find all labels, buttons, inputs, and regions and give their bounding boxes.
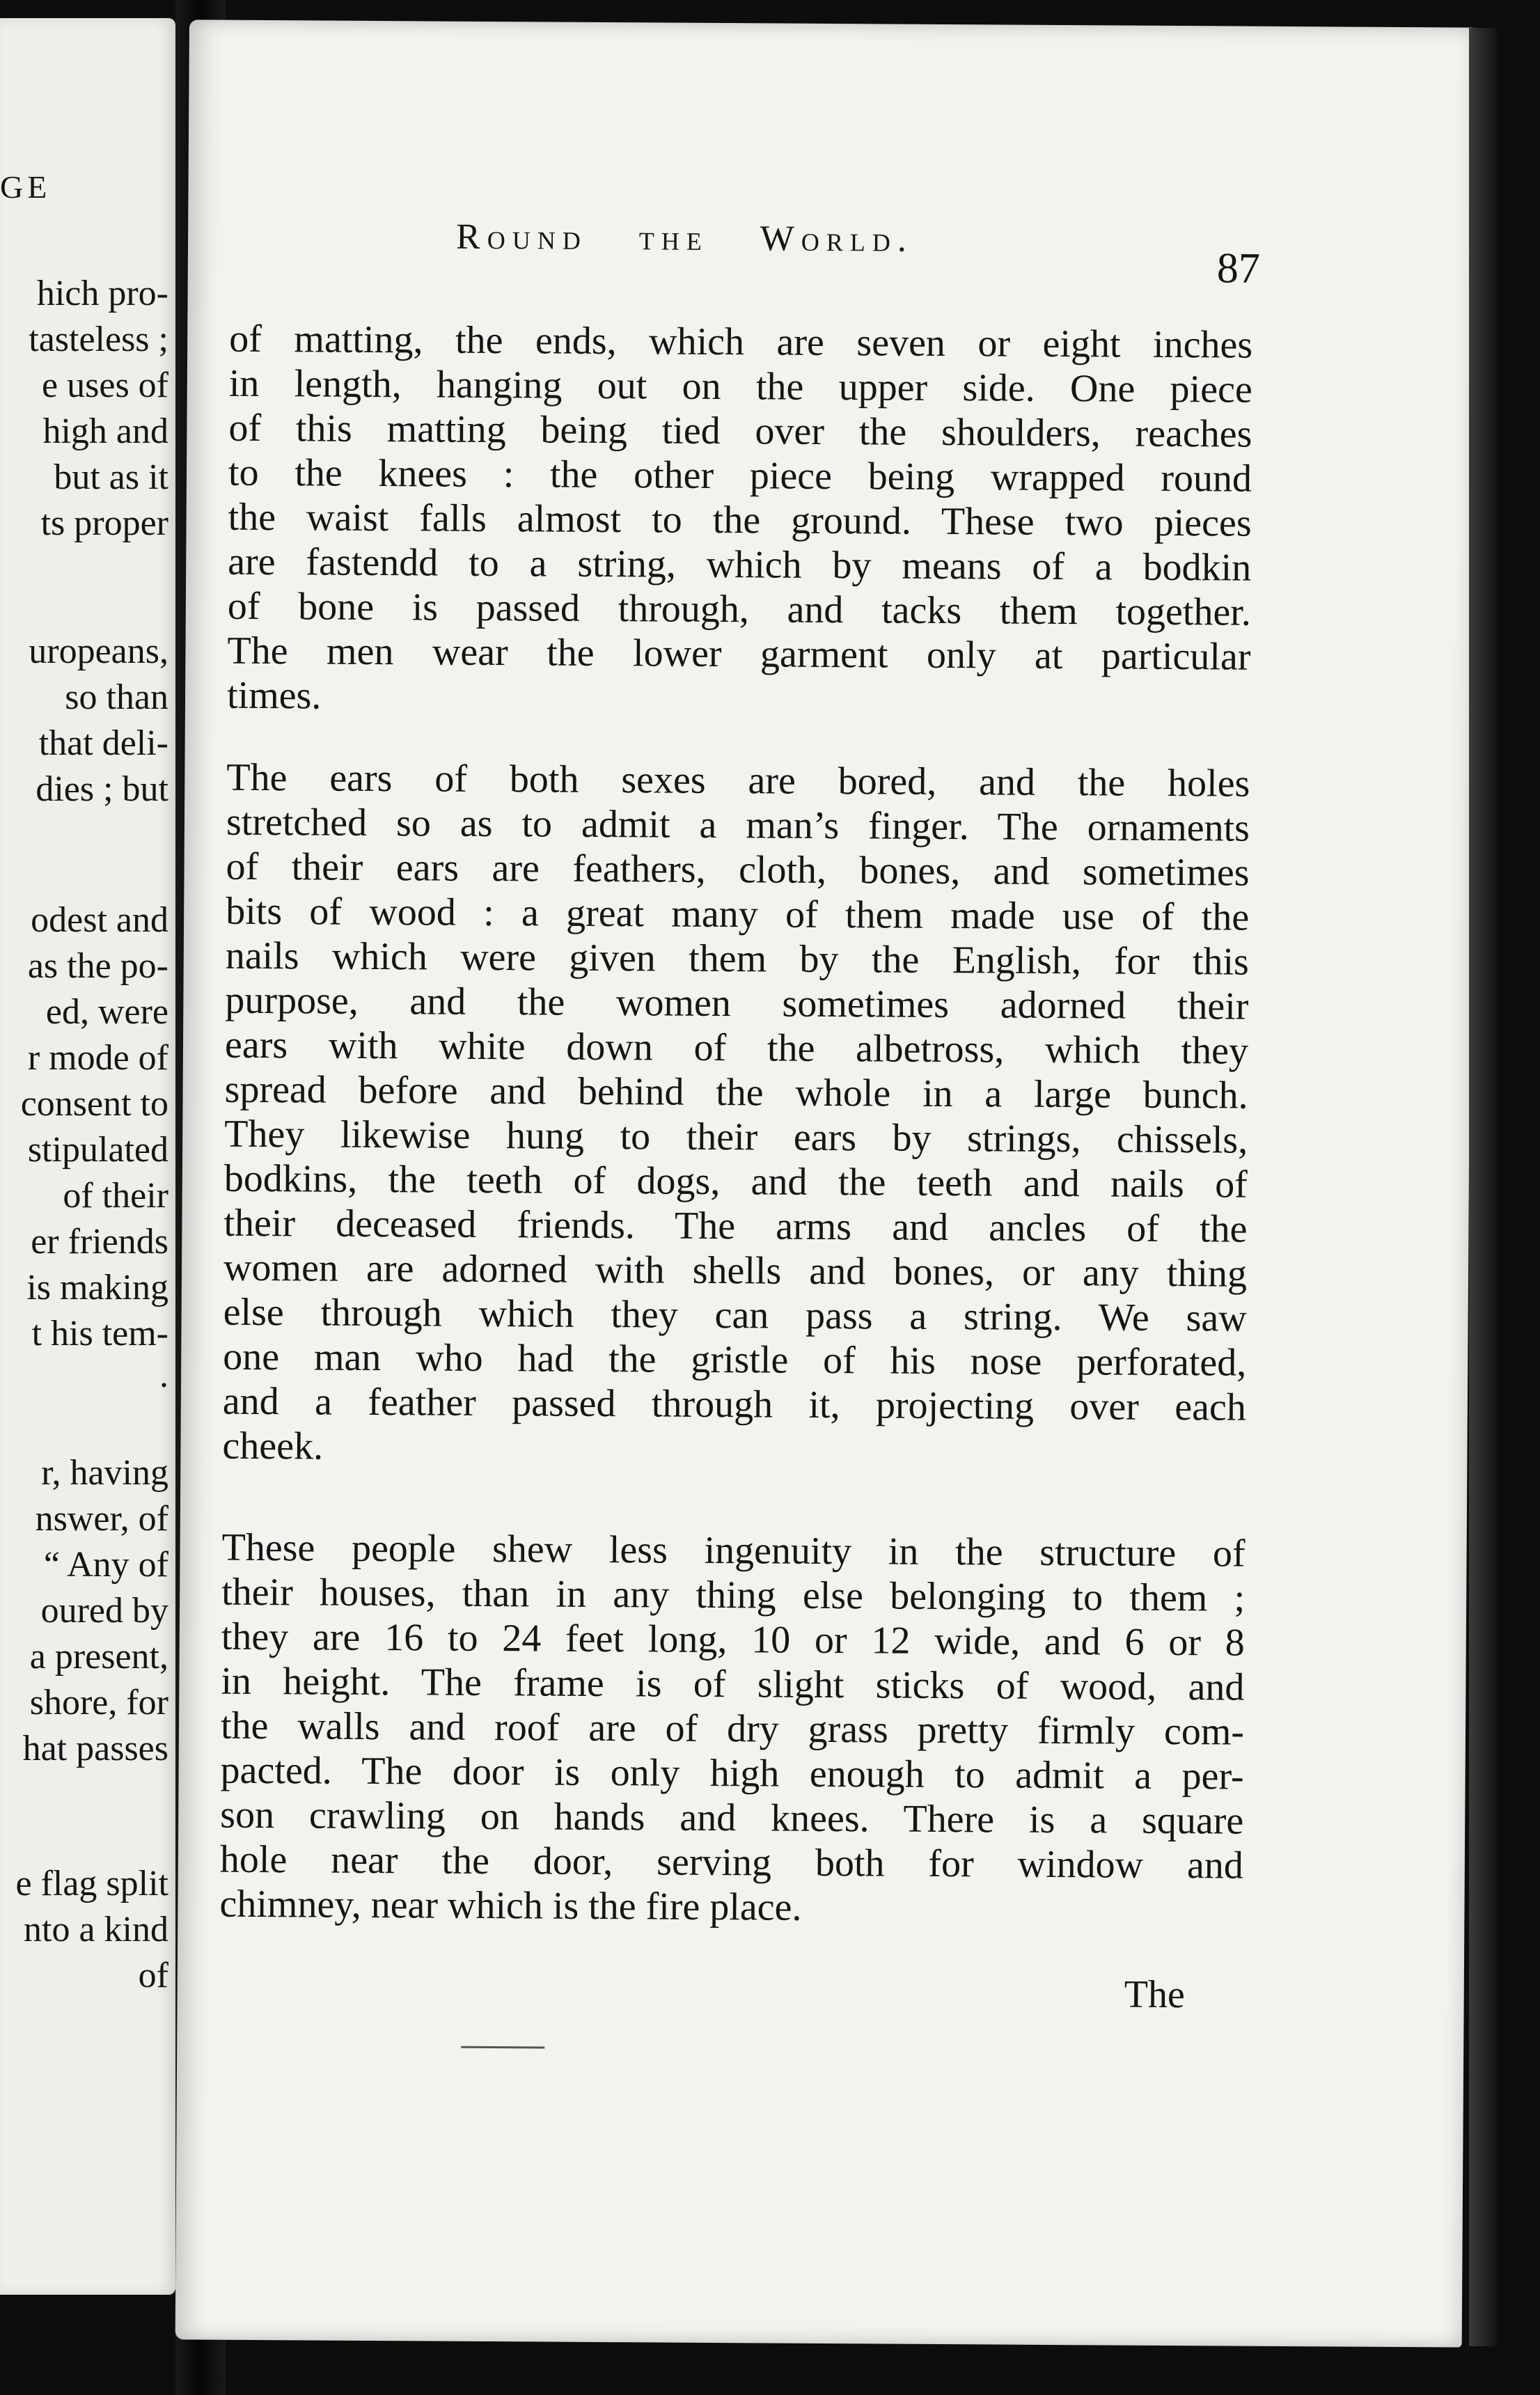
left-page-line: a present,	[29, 1637, 168, 1676]
left-page-line: odest and	[31, 900, 168, 940]
text-line: of this matting being tied over the shoulders, reaches	[228, 406, 1252, 456]
text-line: bodkins, the teeth of dogs, and the teeth and nails of	[223, 1156, 1248, 1207]
running-head-word-2: the	[638, 218, 709, 258]
text-line: the waist falls almost to the ground. These two pieces	[228, 495, 1252, 545]
text-line: purpose, and the women sometimes adorned their	[225, 978, 1249, 1028]
text-line: and a feather passed through it, projecting over each	[222, 1379, 1247, 1429]
text-line: pacted. The door is only high enough to admit a per-	[220, 1748, 1244, 1798]
paragraph	[227, 317, 1252, 724]
text-line: one man who had the gristle of his nose perforated,	[223, 1335, 1247, 1385]
left-page-line: .	[159, 1356, 168, 1395]
text-line: else through which they can pass a string. We saw	[223, 1290, 1247, 1340]
text-line: nails which were given them by the English, for this	[225, 934, 1249, 984]
text-line: of matting, the ends, which are seven or eight inches	[229, 317, 1253, 367]
left-page-line: hich pro-	[36, 274, 168, 313]
text-line: The men wear the lower garment only at particular	[227, 629, 1251, 679]
text-line: stretched so as to admit a man’s finger. The ornaments	[226, 800, 1250, 850]
page-number: 87	[1216, 244, 1261, 292]
running-head-word-1: Round	[455, 217, 588, 258]
left-page-line: high and	[42, 411, 168, 451]
left-page-line: t his tem-	[31, 1314, 168, 1353]
running-head-word-3: World.	[760, 219, 914, 260]
text-line: hole near the door, serving both for window and	[219, 1837, 1244, 1887]
text-line: are fastendd to a string, which by means of a bodkin	[228, 540, 1252, 590]
text-line: son crawling on hands and knees. There is a square	[220, 1793, 1244, 1843]
left-page-line: stipulated	[27, 1130, 168, 1170]
text-line: in height. The frame is of slight sticks of wood, and	[221, 1659, 1245, 1709]
text-line: These people shew less ingenuity in the structure of	[221, 1525, 1246, 1576]
text-line: times.	[226, 673, 322, 718]
paragraph	[222, 755, 1250, 1475]
text-line: The ears of both sexes are bored, and the holes	[226, 755, 1250, 806]
left-page-line: but as it	[54, 457, 168, 497]
text-line: chimney, near which is the fire place.	[219, 1882, 802, 1929]
left-page-line: “ Any of	[43, 1545, 168, 1585]
text-line: spread before and behind the whole in a large bunch.	[224, 1067, 1248, 1117]
text-line: women are adorned with shells and bones, or any thing	[223, 1246, 1248, 1296]
text-line: the walls and roof are of dry grass pretty firmly com-	[220, 1704, 1245, 1754]
left-page-line: of their	[63, 1176, 168, 1216]
left-page-line: nswer, of	[35, 1499, 168, 1539]
text-line: cheek.	[222, 1424, 324, 1468]
running-head	[456, 217, 913, 260]
left-facing-page	[0, 18, 175, 2295]
text-line: ears with white down of the albetross, which they	[224, 1023, 1249, 1073]
catchword: The	[1124, 1972, 1185, 2017]
text-line: their houses, than in any thing else belonging to them ;	[221, 1570, 1246, 1620]
text-line: their deceased friends. The arms and ancles of the	[223, 1201, 1248, 1251]
right-page	[175, 19, 1476, 2347]
text-line: they are 16 to 24 feet long, 10 or 12 wide, and 6 or 8	[221, 1615, 1245, 1665]
paragraph	[219, 1525, 1245, 1933]
text-line: They likewise hung to their ears by strings, chissels,	[224, 1112, 1248, 1162]
text-line: in length, hanging out on the upper side. One piece	[228, 361, 1252, 411]
text-line: of bone is passed through, and tacks them together.	[227, 584, 1252, 634]
left-page-line: hat passes	[22, 1729, 168, 1768]
left-page-line: ed, were	[45, 992, 168, 1032]
left-page-line: is making	[26, 1268, 168, 1308]
printers-ornament-dash	[461, 2046, 544, 2049]
left-page-line: er friends	[31, 1222, 168, 1262]
left-page-running-head: GE	[0, 169, 52, 205]
left-page-line: r, having	[41, 1453, 168, 1493]
text-line: of their ears are feathers, cloth, bones, and sometimes	[226, 845, 1250, 895]
text-line: to the knees : the other piece being wrapped round	[228, 450, 1252, 501]
left-page-line: r mode of	[27, 1038, 168, 1078]
left-page-line: e uses of	[42, 366, 168, 405]
page-edge-shadow	[1469, 28, 1497, 2346]
text-line: bits of wood : a great many of them made use of the	[226, 889, 1250, 939]
left-page-line: uropeans,	[29, 631, 168, 671]
left-page-line: ts proper	[40, 503, 168, 543]
left-page-line: of	[138, 1956, 168, 1995]
left-page-line: tasteless ;	[29, 320, 168, 359]
left-page-line: shore, for	[29, 1683, 168, 1722]
left-page-line: nto a kind	[24, 1910, 168, 1949]
left-page-line: oured by	[40, 1591, 168, 1631]
left-page-line: dies ; but	[36, 769, 168, 809]
left-page-line: as the po-	[27, 946, 168, 986]
left-page-line: that deli-	[38, 723, 168, 763]
left-page-line: e flag split	[15, 1864, 168, 1903]
left-page-line: so than	[65, 677, 168, 717]
left-page-line: consent to	[20, 1084, 168, 1124]
